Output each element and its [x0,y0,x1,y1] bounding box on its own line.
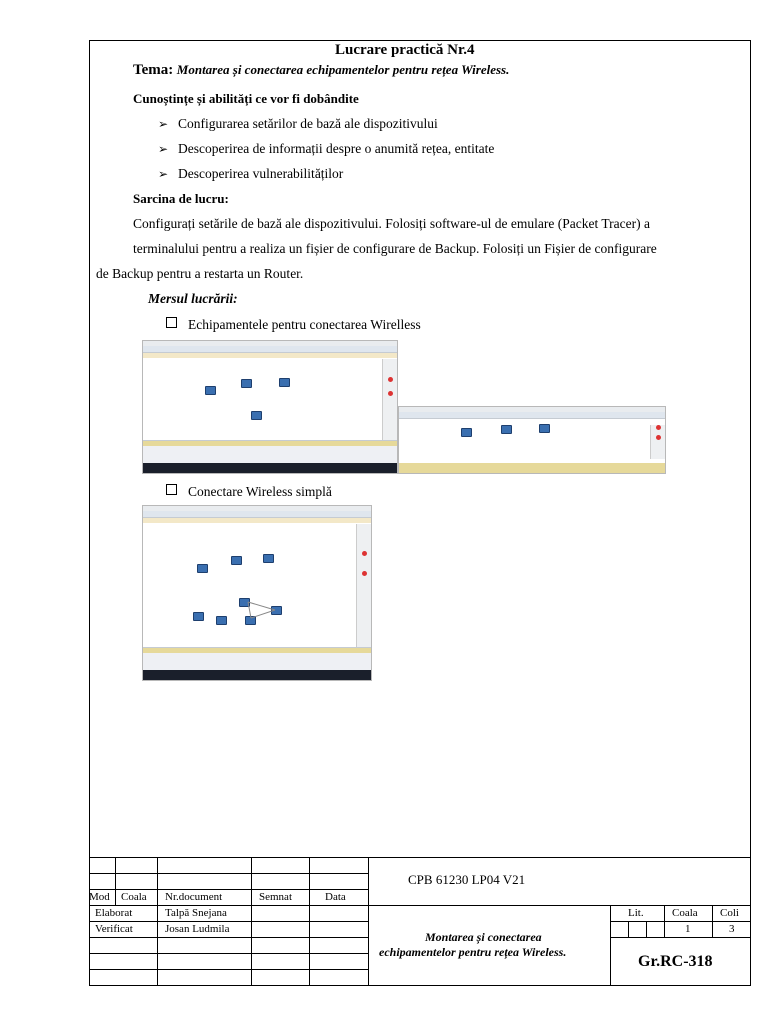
header-mod: Mod [89,891,110,903]
group-code: Gr.RC-318 [638,953,713,970]
coli-label: Coli [720,907,739,919]
document-code: CPB 61230 LP04 V21 [408,872,526,887]
document-title: Lucrare practică Nr.4 [335,42,475,58]
packet-tracer-screenshot [142,340,398,474]
arrow-bullet-icon: ➢ [158,167,169,181]
pc-icon [461,428,472,437]
laptop-icon [501,425,512,434]
skill-item [158,116,438,132]
coala-value: 1 [685,923,691,935]
skill-text: Descoperirea de informații despre o anumită rețea, entitate [178,141,495,156]
coala-label: Coala [672,907,698,919]
packet-tracer-screenshot [398,406,666,474]
title-block [89,857,751,986]
skill-item [158,141,494,157]
task-heading: Sarcina de lucru: [133,191,229,206]
pc-icon [205,386,216,395]
tema-label: Tema: [133,62,174,78]
skill-text: Configurarea setărilor de bază ale dispozitivului [178,116,438,131]
laptop-icon [241,379,252,388]
coli-value: 3 [729,923,735,935]
skill-item [158,166,343,182]
role-label: Elaborat [95,907,133,919]
skill-text: Descoperirea vulnerabilităților [178,166,344,181]
tema-text: Montarea și conectarea echipamentelor pentru rețea Wireless. [176,62,510,77]
header-nr-document: Nr.document [165,891,223,903]
procedure-heading: Mersul lucrării: [148,291,238,306]
checkbox-bullet-icon [166,317,177,328]
arrow-bullet-icon: ➢ [158,117,169,131]
header-data: Data [325,891,346,903]
step-item [166,484,332,500]
person-name: Josan Ludmila [165,923,230,935]
laptop-icon [539,424,550,433]
skills-heading: Cunoștințe și abilități ce vor fi dobândite [133,91,359,106]
subject-line: echipamentelor pentru rețea Wireless. [379,945,567,959]
task-line: terminalului pentru a realiza un fișier de configurare de Backup. Folosiți un Fișier de configurare [133,241,657,256]
access-point-icon [251,411,262,420]
packet-tracer-screenshot [142,505,372,681]
role-label: Verificat [95,923,133,935]
checkbox-bullet-icon [166,484,177,495]
task-line: de Backup pentru a restarta un Router. [96,266,304,281]
step-text: Conectare Wireless simplă [188,484,332,499]
subject-line: Montarea și conectarea [425,930,542,944]
person-name: Talpă Snejana [165,907,227,919]
lit-label: Lit. [628,907,644,919]
task-line: Configurați setările de bază ale dispozitivului. Folosiți software-ul de emulare (Packet Tracer) a [133,216,650,231]
step-item [166,317,421,333]
header-coala: Coala [121,891,147,903]
arrow-bullet-icon: ➢ [158,142,169,156]
tema-line [133,62,509,79]
header-semnat: Semnat [259,891,292,903]
laptop-icon [279,378,290,387]
step-text: Echipamentele pentru conectarea Wirelless [188,317,421,332]
